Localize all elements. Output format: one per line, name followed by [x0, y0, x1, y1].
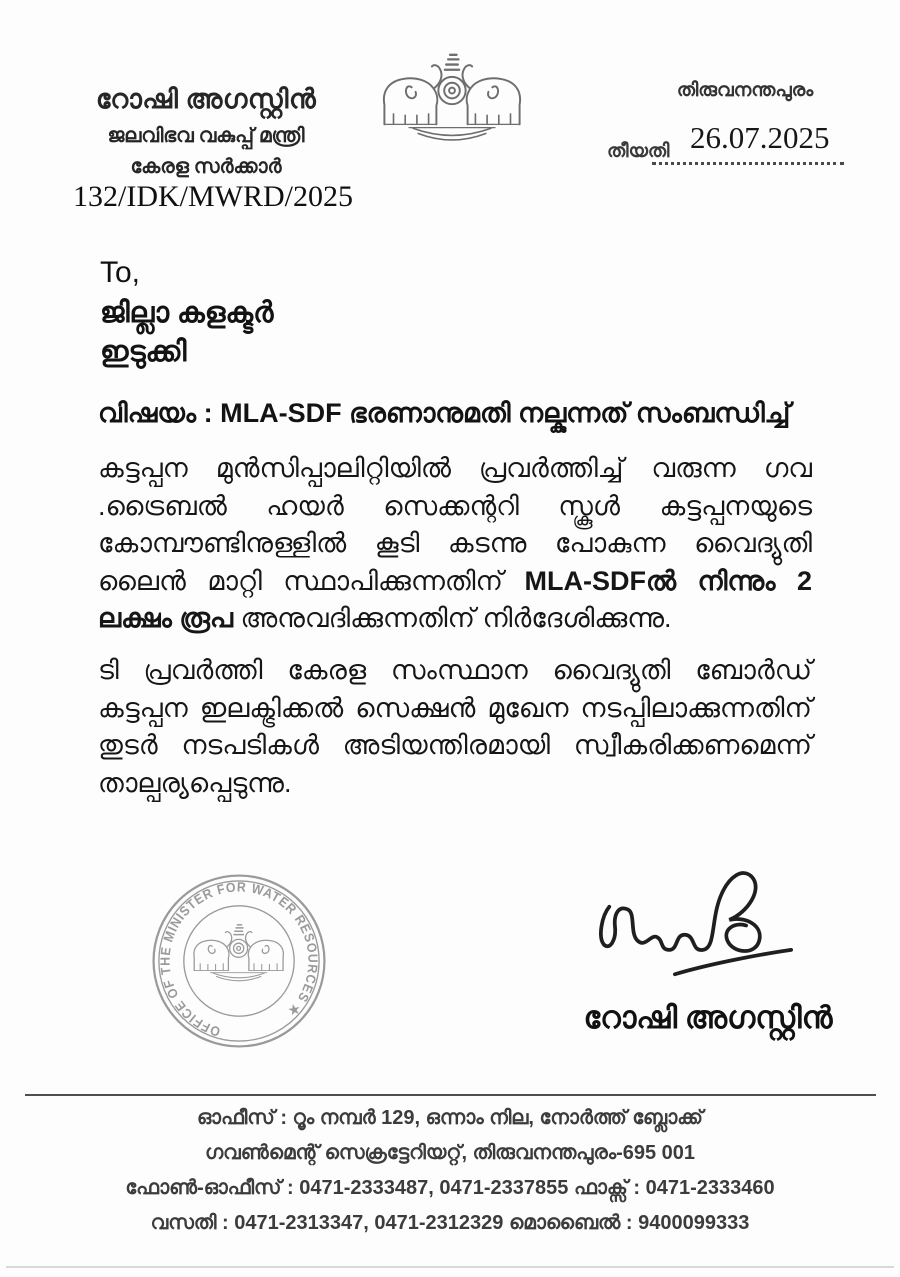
reference-number: 132/IDK/MWRD/2025	[73, 180, 353, 213]
signature-scribble	[578, 858, 828, 1008]
letterhead-minister-block	[70, 84, 342, 179]
footer-office-address-1: ഓഫീസ് : റൂം നമ്പർ 129, ഒന്നാം നില, നോർത്ത് ബ്ലോക്ക്	[197, 1107, 703, 1129]
seal-circular-text: OFFICE OF THE MINISTER FOR WATER RESOURCES ★	[157, 879, 321, 1040]
para1-bold-amount: MLA-SDFൽ നിന്നും 2 ലക്ഷം രൂപ	[98, 565, 812, 633]
minister-name: റോഷി അഗസ്റ്റിൻ	[95, 84, 317, 114]
footer-divider	[25, 1094, 876, 1096]
letterhead-place: തിരുവനന്തപുരം	[676, 80, 814, 101]
footer-office-address-2: ഗവൺമെന്റ് സെക്രട്ടേറിയറ്റ്, തിരുവനന്തപുരം-695 001	[204, 1142, 696, 1164]
minister-portfolio: ജലവിഭവ വകുപ്പ് മന്ത്രി	[107, 125, 305, 147]
subject-label: വിഷയം :	[98, 398, 221, 428]
body-paragraph-2: ടി പ്രവർത്തി കേരള സംസ്ഥാന വൈദ്യുതി ബോർഡ് കട്ടപ്പന ഇലക്ട്രിക്കൽ സെക്ഷൻ മുഖേന നടപ്പിലാക്കുന്നതിന് തുടർ നടപടികൾ അടിയന്തിരമായി സ്വീകരിക്കണമെന്ന് താല്പര്യപ്പെടുന്നു.	[98, 655, 812, 798]
footer-residence-mobile: വസതി : 0471-2313347, 0471-2312329 മൊബൈൽ : 9400099333	[150, 1212, 750, 1234]
kerala-government-emblem-icon	[374, 50, 530, 148]
government-name: കേരള സർക്കാർ	[130, 156, 282, 178]
office-seal-stamp	[150, 872, 328, 1050]
date-value: 26.07.2025	[690, 120, 830, 155]
para1-text-c: അനുവദിക്കുന്നതിന് നിർദേശിക്കുന്നു.	[232, 603, 672, 633]
recipient-district: ഇടുക്കി	[100, 336, 187, 368]
subject-text: ഭരണാനുമതി നല്കുന്നത് സംബന്ധിച്ച്	[341, 398, 791, 428]
signatory-name: റോഷി അഗസ്റ്റിൻ	[583, 1000, 833, 1035]
date-label: തീയതി	[607, 141, 670, 162]
subject-line	[98, 398, 814, 430]
salutation: To,	[100, 256, 141, 289]
date-dotted-line	[652, 138, 844, 165]
recipient-designation: ജില്ലാ കളക്ടർ	[100, 297, 274, 329]
para1-text-a: കട്ടപ്പന മുൻസിപ്പാലിറ്റിയിൽ പ്രവർത്തിച്ച് വരുന്ന ഗവ .ട്രൈബൽ ഹയർ സെക്കന്ററി സ്കൂൾ കട്ടപ്പനയുടെ കോമ്പൗണ്ടിനുള്ളിൽ കൂടി കടന്നു പോകുന്ന വൈദ്യുതി ലൈൻ മാറ്റി സ്ഥാപിക്കുന്നതിന്	[98, 453, 812, 596]
body-paragraph-1	[98, 450, 812, 638]
scan-edge-artifact	[6, 1266, 894, 1268]
footer-phone-fax: ഫോൺ-ഓഫീസ് : 0471-2333487, 0471-2337855 ഫാക്സ് : 0471-2333460	[125, 1177, 775, 1199]
subject-scheme: MLA-SDF	[220, 398, 342, 428]
